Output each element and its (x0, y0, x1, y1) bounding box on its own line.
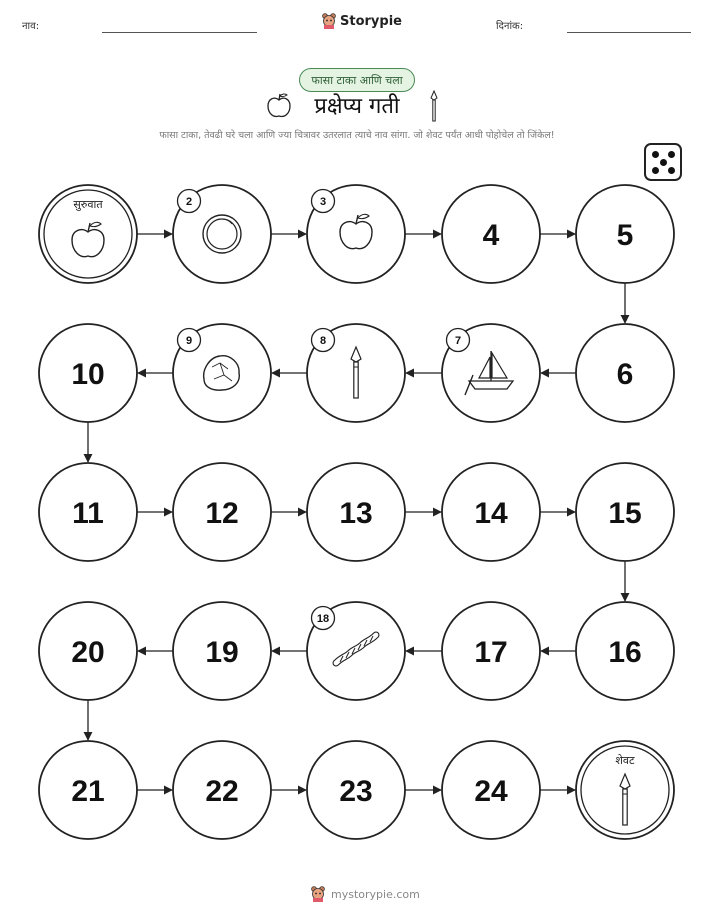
footer-url[interactable]: mystorypie.com (331, 887, 420, 901)
cell-label: सुरुवात (73, 198, 103, 211)
cell-number: 14 (474, 497, 508, 530)
cell-5[interactable] (576, 185, 674, 283)
cell-16[interactable] (576, 602, 674, 700)
cell-4[interactable] (442, 185, 540, 283)
brand-name: Storypie (340, 13, 402, 29)
cell-7[interactable] (442, 324, 540, 422)
footer (310, 886, 420, 902)
cell-18[interactable] (307, 602, 405, 700)
cell-number: 19 (205, 636, 239, 669)
cell-15[interactable] (576, 463, 674, 561)
cell-12[interactable] (173, 463, 271, 561)
cell-number: 4 (482, 219, 500, 252)
start-cell[interactable] (39, 185, 137, 283)
cell-number: 20 (71, 636, 105, 669)
cell-22[interactable] (173, 741, 271, 839)
cell-number: 24 (474, 775, 508, 808)
cell-11[interactable] (39, 463, 137, 561)
cell-2[interactable] (173, 185, 271, 283)
cell-number: 10 (71, 358, 105, 391)
cell-13[interactable] (307, 463, 405, 561)
cell-label: शेवट (615, 754, 635, 767)
cell-number: 11 (72, 497, 104, 530)
game-type-badge: फासा टाका आणि चला (299, 68, 415, 92)
cell-number: 6 (616, 358, 634, 391)
cell-23[interactable] (307, 741, 405, 839)
cell-number: 9 (185, 335, 193, 347)
cell-number: 2 (185, 196, 193, 208)
cell-number: 16 (608, 636, 642, 669)
cell-number: 12 (205, 497, 239, 530)
cell-number: 5 (616, 219, 634, 252)
cell-20[interactable] (39, 602, 137, 700)
bear-icon (310, 886, 326, 902)
page-title: प्रक्षेप्य गती (314, 94, 400, 119)
cell-19[interactable] (173, 602, 271, 700)
cell-number: 21 (71, 775, 105, 808)
cell-number: 3 (319, 196, 327, 208)
cell-14[interactable] (442, 463, 540, 561)
cell-3[interactable] (307, 185, 405, 283)
name-label: नाव: (22, 21, 40, 32)
ring-icon (203, 215, 241, 253)
date-label: दिनांक: (496, 21, 524, 32)
cell-6[interactable] (576, 324, 674, 422)
cell-number: 23 (339, 775, 373, 808)
cell-number: 18 (316, 613, 330, 625)
cell-number: 17 (474, 636, 508, 669)
cell-10[interactable] (39, 324, 137, 422)
instructions: फासा टाका, तेवढी घरे चला आणि ज्या चित्रावर उतरलात त्याचे नाव सांगा. जो शेवट पर्यंत आधी पोहोचेल तो जिंकेल! (159, 130, 555, 141)
end-cell[interactable] (576, 741, 674, 839)
cell-21[interactable] (39, 741, 137, 839)
cell-9[interactable] (173, 324, 271, 422)
cell-number: 7 (454, 335, 462, 347)
cell-24[interactable] (442, 741, 540, 839)
cell-number: 8 (319, 335, 327, 347)
cell-8[interactable] (307, 324, 405, 422)
cell-17[interactable] (442, 602, 540, 700)
cell-number: 15 (608, 497, 642, 530)
cell-number: 13 (339, 497, 373, 530)
cell-number: 22 (205, 775, 239, 808)
